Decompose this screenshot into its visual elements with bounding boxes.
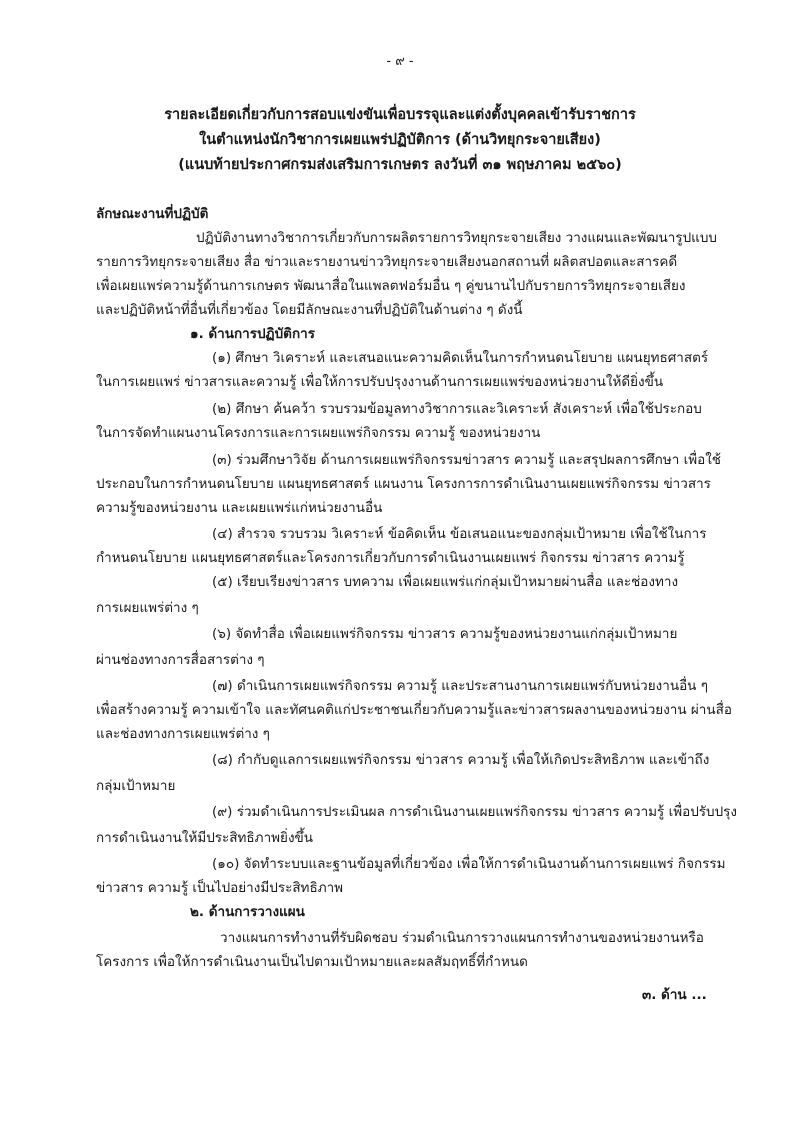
list-item-8-cont: กลุ่มเป้าหมาย [96,778,176,794]
subsection-heading-2: ๒. ด้านการวางแผน [190,904,305,920]
list-item-5: (๕) เรียบเรียงข่าวสาร บทความ เพื่อเผยแพร่แก่กลุ่มเป้าหมายผ่านสื่อ และช่องทาง [212,574,679,590]
intro-line: ปฏิบัติงานทางวิชาการเกี่ยวกับการผลิตรายการวิทยุกระจายเสียง วางแผนและพัฒนารูปแบบ [196,230,717,246]
intro-line: และปฏิบัติหน้าที่อื่นที่เกี่ยวข้อง โดยมีลักษณะงานที่ปฏิบัติในด้านต่าง ๆ ดังนี้ [96,302,523,318]
intro-line: รายการวิทยุกระจายเสียง สื่อ ข่าวและรายงานข่าววิทยุกระจายเสียงนอกสถานที่ ผลิตสปอตและสารคดี [96,254,678,270]
list-item-3-cont: ประกอบในการกำหนดนโยบาย แผนยุทธศาสตร์ แผนงาน โครงการการดำเนินงานเผยแพร่กิจกรรม ข่าวสาร [96,476,711,492]
list-item-1: (๑) ศึกษา วิเคราะห์ และเสนอแนะความคิดเห็นในการกำหนดนโยบาย แผนยุทธศาสตร์ [212,350,709,366]
list-item-2-cont: ในการจัดทำแผนงานโครงการและการเผยแพร่กิจกรรม ความรู้ ของหน่วยงาน [96,425,541,441]
list-item-8: (๘) กำกับดูแลการเผยแพร่กิจกรรม ข่าวสาร ความรู้ เพื่อให้เกิดประสิทธิภาพ และเข้าถึง [212,752,710,768]
list-item-4-cont: กำหนดนโยบาย แผนยุทธศาสตร์และโครงการเกี่ยวกับการดำเนินงานเผยแพร่ กิจกรรม ข่าวสาร ความรู้ [96,550,685,566]
list-item-10-cont: ข่าวสาร ความรู้ เป็นไปอย่างมีประสิทธิภาพ [96,880,344,896]
title-line-3: (แนบท้ายประกาศกรมส่งเสริมการเกษตร ลงวันที่ ๓๑ พฤษภาคม ๒๕๖๐) [178,157,622,173]
list-item-4: (๔) สำรวจ รวบรวม วิเคราะห์ ข้อคิดเห็น ข้อเสนอแนะของกลุ่มเป้าหมาย เพื่อใช้ในการ [212,526,707,542]
list-item-9: (๙) ร่วมดำเนินการประเมินผล การดำเนินงานเผยแพร่กิจกรรม ข่าวสาร ความรู้ เพื่อปรับปรุง [212,804,738,820]
list-item-7: (๗) ดำเนินการเผยแพร่กิจกรรม ความรู้ และประสานงานการเผยแพร่กับหน่วยงานอื่น ๆ [212,678,708,694]
list-item-3-cont: ความรู้ของหน่วยงาน และเผยแพร่แก่หน่วยงานอื่น [96,500,383,516]
list-item-7-cont: และช่องทางการเผยแพร่ต่าง ๆ [96,726,270,742]
title-line-1: รายละเอียดเกี่ยวกับการสอบแข่งขันเพื่อบรรจุและแต่งตั้งบุคคลเข้ารับราชการ [164,107,636,123]
page-number: - ๙ - [386,54,414,69]
list-item-5-cont: การเผยแพร่ต่าง ๆ [96,600,199,616]
planning-body-line: วางแผนการทำงานที่รับผิดชอบ ร่วมดำเนินการวางแผนการทำงานของหน่วยงานหรือ [220,930,704,946]
list-item-3: (๓) ร่วมศึกษาวิจัย ด้านการเผยแพร่กิจกรรมข่าวสาร ความรู้ และสรุปผลการศึกษา เพื่อใช้ [212,452,721,468]
continuation-marker: ๓. ด้าน ... [642,987,707,1003]
list-item-2: (๒) ศึกษา ค้นคว้า รวบรวมข้อมูลทางวิชาการและวิเคราะห์ สังเคราะห์ เพื่อใช้ประกอบ [212,401,702,417]
list-item-10: (๑๐) จัดทำระบบและฐานข้อมูลที่เกี่ยวข้อง เพื่อให้การดำเนินงานด้านการเผยแพร่ กิจกรรม [212,856,726,872]
list-item-6-cont: ผ่านช่องทางการสื่อสารต่าง ๆ [96,652,265,668]
list-item-6: (๖) จัดทำสื่อ เพื่อเผยแพร่กิจกรรม ข่าวสาร ความรู้ของหน่วยงานแก่กลุ่มเป้าหมาย [212,626,678,642]
list-item-1-cont: ในการเผยแพร่ ข่าวสารและความรู้ เพื่อให้การปรับปรุงงานด้านการเผยแพร่ของหน่วยงานให้ดียิ่งขึ้น [96,374,664,390]
subsection-heading-1: ๑. ด้านการปฏิบัติการ [190,326,315,342]
list-item-7-cont: เพื่อสร้างความรู้ ความเข้าใจ และทัศนคติแก่ประชาชนเกี่ยวกับความรู้และข่าวสารผลงานของหน่วยงาน ผ่านสื่อ [96,702,732,718]
intro-line: เพื่อเผยแพร่ความรู้ด้านการเกษตร พัฒนาสื่อในแพลตฟอร์มอื่น ๆ คู่ขนานไปกับรายการวิทยุกระจายเสียง [96,278,686,294]
planning-body-line: โครงการ เพื่อให้การดำเนินงานเป็นไปตามเป้าหมายและผลสัมฤทธิ์ที่กำหนด [96,954,528,970]
section-heading: ลักษณะงานที่ปฏิบัติ [96,206,209,222]
list-item-9-cont: การดำเนินงานให้มีประสิทธิภาพยิ่งขึ้น [96,830,314,846]
title-line-2: ในตำแหน่งนักวิชาการเผยแพร่ปฏิบัติการ (ด้านวิทยุกระจายเสียง) [199,132,601,148]
